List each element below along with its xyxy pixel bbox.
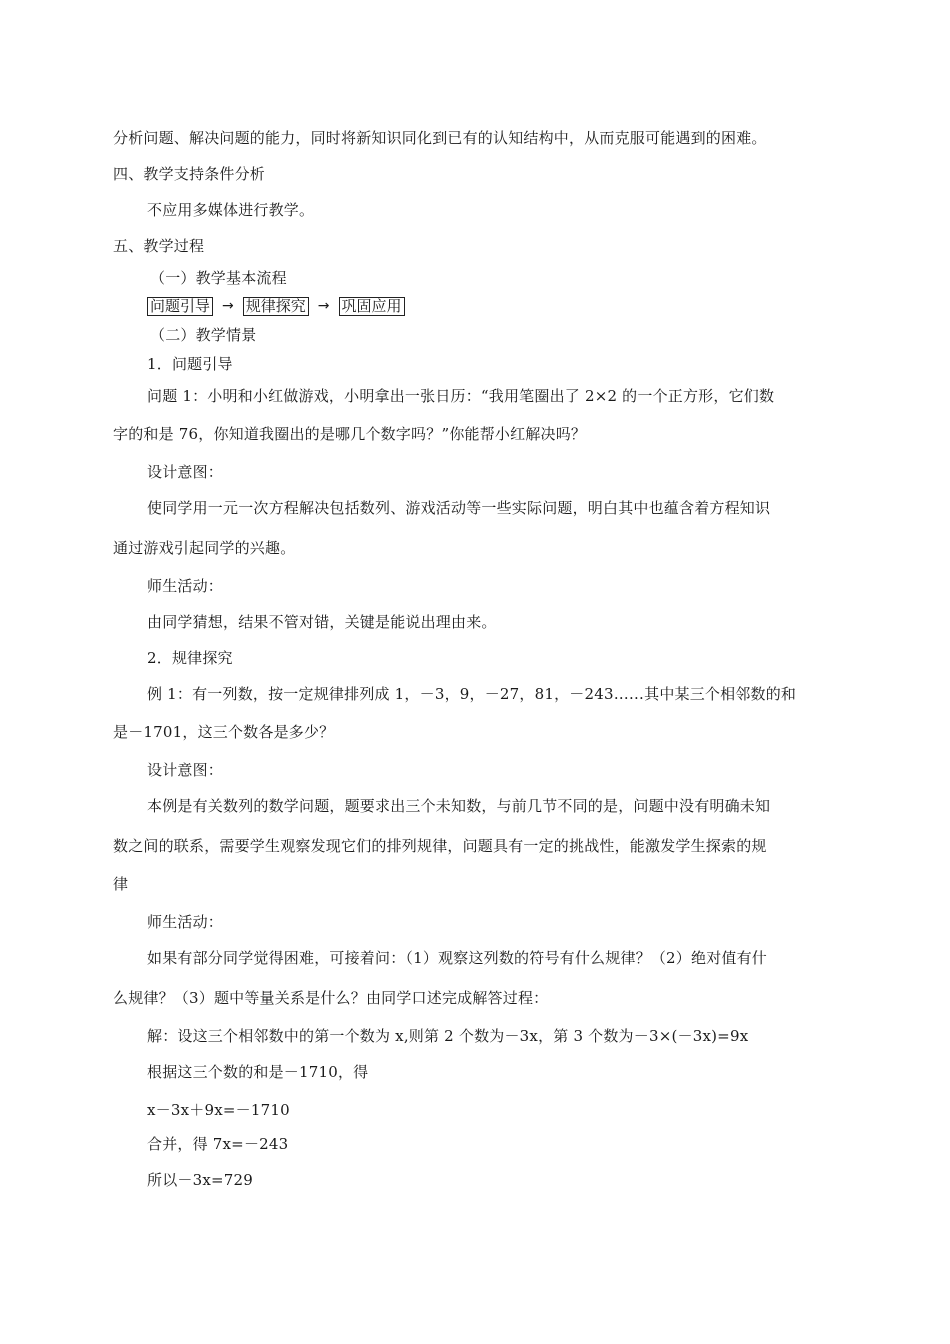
step-heading-explore: 2．规律探究 <box>147 649 233 667</box>
design-intent-text-cont: 通过游戏引起同学的兴趣。 <box>113 539 296 557</box>
activity-text-cont: 么规律？（3）题中等量关系是什么？由同学口述完成解答过程： <box>113 989 549 1007</box>
design-intent-text-cont: 数之间的联系，需要学生观察发现它们的排列规律，问题具有一定的挑战性，能激发学生探索的规 <box>113 837 767 855</box>
example-text-cont: 是－1701，这三个数各是多少？ <box>113 723 335 741</box>
design-intent-text-end: 律 <box>113 875 129 893</box>
solution-line: 根据这三个数的和是－1710，得 <box>147 1063 369 1081</box>
activity-label: 师生活动： <box>147 577 224 595</box>
step-heading-question: 1．问题引导 <box>147 355 233 373</box>
subheading-scenario: （二）教学情景 <box>150 326 257 344</box>
equation-line: 所以－3x=729 <box>147 1171 254 1189</box>
flow-diagram <box>147 296 405 316</box>
flow-step-question: 问题引导 <box>147 297 213 316</box>
paragraph-support: 不应用多媒体进行教学。 <box>147 201 315 219</box>
design-intent-text: 本例是有关数列的数学问题，题要求出三个未知数，与前几节不同的是，问题中没有明确未知 <box>147 797 771 815</box>
section-heading-support: 四、教学支持条件分析 <box>113 165 266 183</box>
activity-text: 如果有部分同学觉得困难，可接着问：（1）观察这列数的符号有什么规律？（2）绝对值有什 <box>147 949 767 967</box>
subheading-flow: （一）教学基本流程 <box>150 269 287 287</box>
flow-step-apply: 巩固应用 <box>339 297 405 316</box>
design-intent-text: 使同学用一元一次方程解决包括数列、游戏活动等一些实际问题，明白其中也蕴含着方程知识 <box>147 499 771 517</box>
example-text: 例 1：有一列数，按一定规律排列成 1，－3，9，－27，81，－243……其中某三个相邻数的和 <box>147 685 797 703</box>
problem-text: 问题 1：小明和小红做游戏，小明拿出一张日历：“我用笔圈出了 2×2 的一个正方形，它们数 <box>147 387 775 405</box>
arrow-right-icon: → <box>222 298 234 314</box>
design-intent-label: 设计意图： <box>147 463 224 481</box>
flow-step-explore: 规律探究 <box>243 297 309 316</box>
problem-text-cont: 字的和是 76，你知道我圈出的是哪几个数字吗？”你能帮小红解决吗？ <box>113 425 587 443</box>
activity-label: 师生活动： <box>147 913 224 931</box>
arrow-right-icon: → <box>317 298 330 314</box>
activity-text: 由同学猜想，结果不管对错，关键是能说出理由来。 <box>147 613 497 631</box>
design-intent-label: 设计意图： <box>147 761 224 779</box>
section-heading-process: 五、教学过程 <box>113 237 205 255</box>
paragraph-continuation: 分析问题、解决问题的能力，同时将新知识同化到已有的认知结构中，从而克服可能遇到的困难。 <box>113 129 767 147</box>
equation-line: 合并，得 7x=－243 <box>147 1135 289 1153</box>
solution-line: 解：设这三个相邻数中的第一个数为 x,则第 2 个数为－3x，第 3 个数为－3×(－3x)=9x <box>147 1027 749 1045</box>
equation-line: x－3x＋9x=－1710 <box>147 1101 290 1119</box>
